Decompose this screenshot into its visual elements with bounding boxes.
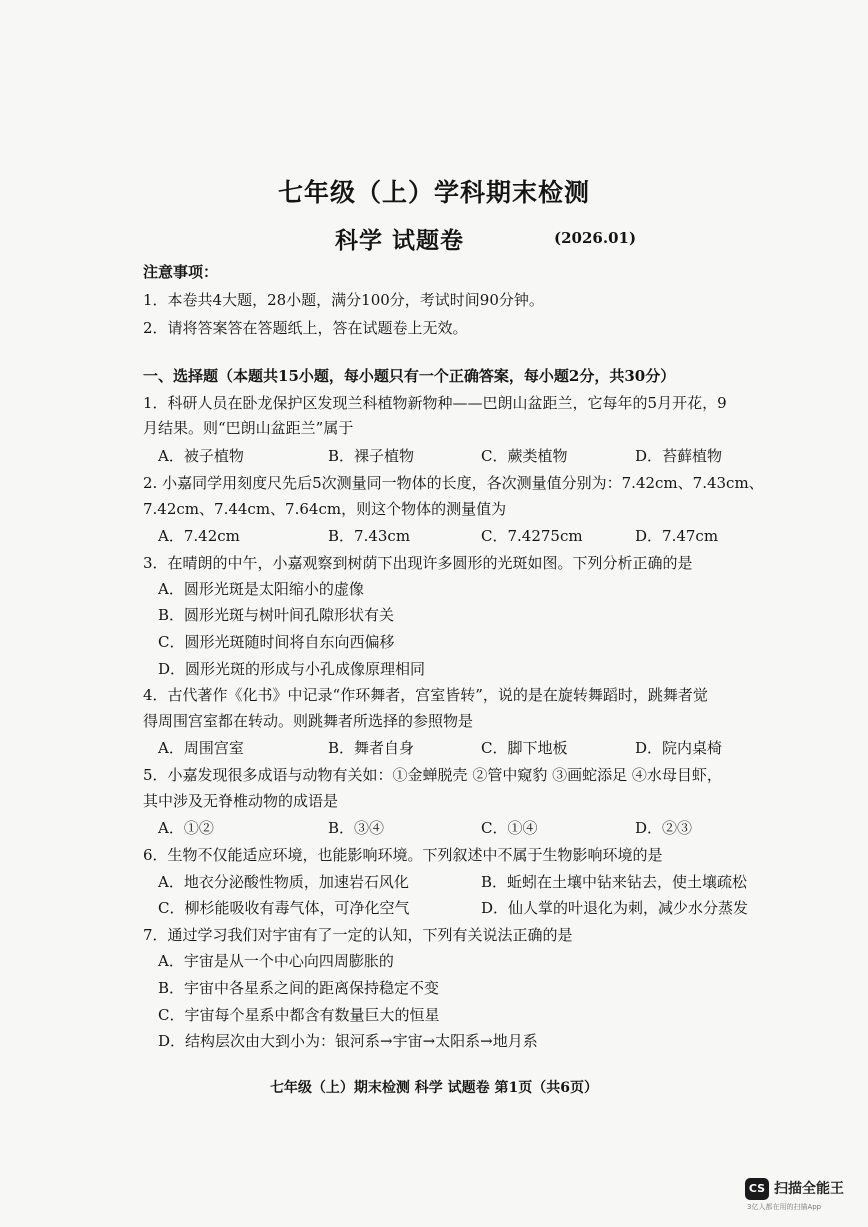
option-b: B．宇宙中各星系之间的距离保持稳定不变 xyxy=(158,979,440,997)
page-footer: 七年级（上）期末检测 科学 试题卷 第1页（共6页） xyxy=(269,1080,599,1096)
page-subtitle: 科学 试题卷 xyxy=(335,227,465,254)
option-b: B．7.43cm xyxy=(328,527,411,545)
option-d: D．院内桌椅 xyxy=(635,739,723,757)
option-a: A．周围宫室 xyxy=(158,739,244,757)
option-b: B．③④ xyxy=(328,819,385,837)
option-d: D．圆形光斑的形成与小孔成像原理相同 xyxy=(158,660,426,678)
exam-date: (2026.01) xyxy=(554,229,637,247)
camscanner-logo-icon: CS xyxy=(745,1178,769,1200)
option-c: C．①④ xyxy=(481,819,538,837)
option-b: B．圆形光斑与树叶间孔隙形状有关 xyxy=(158,606,395,624)
option-b: B．蚯蚓在土壤中钻来钻去，使土壤疏松 xyxy=(481,873,748,891)
question-text: 1．科研人员在卧龙保护区发现兰科植物新物种——巴朗山盆距兰，它每年的5月开花，9 xyxy=(143,394,727,412)
question-text: 其中涉及无脊椎动物的成语是 xyxy=(143,792,339,810)
question-text: 5．小嘉发现很多成语与动物有关如：①金蝉脱壳 ②管中窥豹 ③画蛇添足 ④水母目虾， xyxy=(143,766,722,784)
notice-item: 2．请将答案答在答题纸上，答在试题卷上无效。 xyxy=(143,319,468,337)
notice-heading: 注意事项： xyxy=(143,263,219,281)
notice-item: 1．本卷共4大题，28小题，满分100分，考试时间90分钟。 xyxy=(143,291,544,309)
question-text: 4．古代著作《化书》中记录“作环舞者，宫室皆转”，说的是在旋转舞蹈时，跳舞者觉 xyxy=(143,686,708,704)
option-d: D．苔藓植物 xyxy=(635,447,723,465)
option-a: A．宇宙是从一个中心向四周膨胀的 xyxy=(158,952,394,970)
option-c: C．蕨类植物 xyxy=(481,447,568,465)
option-c: C．7.4275cm xyxy=(481,527,583,545)
option-c: C．脚下地板 xyxy=(481,739,568,757)
option-c: C．圆形光斑随时间将自东向西偏移 xyxy=(158,633,395,651)
question-text: 2. 小嘉同学用刻度尺先后5次测量同一物体的长度，各次测量值分别为：7.42cm、7.43cm、 xyxy=(143,474,764,492)
option-b: B．裸子植物 xyxy=(328,447,415,465)
question-text: 得周围宫室都在转动。则跳舞者所选择的参照物是 xyxy=(143,712,474,730)
option-c: C．柳杉能吸收有毒气体，可净化空气 xyxy=(158,899,410,917)
option-d: D．仙人掌的叶退化为刺，减少水分蒸发 xyxy=(481,899,749,917)
watermark-text: 扫描全能王 xyxy=(774,1181,844,1197)
question-text: 7．通过学习我们对宇宙有了一定的认知，下列有关说法正确的是 xyxy=(143,926,573,944)
option-c: C．宇宙每个星系中都含有数量巨大的恒星 xyxy=(158,1006,440,1024)
option-d: D．②③ xyxy=(635,819,693,837)
option-a: A．地衣分泌酸性物质，加速岩石风化 xyxy=(158,873,409,891)
option-a: A．①② xyxy=(158,819,214,837)
question-text: 月结果。则“巴朗山盆距兰”属于 xyxy=(143,419,354,437)
option-b: B．舞者自身 xyxy=(328,739,415,757)
section-heading: 一、选择题（本题共15小题，每小题只有一个正确答案，每小题2分，共30分） xyxy=(143,367,676,385)
option-d: D．7.47cm xyxy=(635,527,719,545)
scanner-watermark xyxy=(745,1168,860,1213)
question-text: 7.42cm、7.44cm、7.64cm，则这个物体的测量值为 xyxy=(143,500,507,518)
question-text: 6．生物不仅能适应环境，也能影响环境。下列叙述中不属于生物影响环境的是 xyxy=(143,846,663,864)
option-a: A．7.42cm xyxy=(158,527,240,545)
page-title: 七年级（上）学科期末检测 xyxy=(277,178,590,207)
question-text: 3．在晴朗的中午，小嘉观察到树荫下出现许多圆形的光斑如图。下列分析正确的是 xyxy=(143,554,693,572)
option-d: D．结构层次由大到小为：银河系→宇宙→太阳系→地月系 xyxy=(158,1032,538,1050)
option-a: A．被子植物 xyxy=(158,447,244,465)
option-a: A．圆形光斑是太阳缩小的虚像 xyxy=(158,580,364,598)
watermark-subtext: 3亿人都在用的扫描App xyxy=(747,1203,822,1211)
